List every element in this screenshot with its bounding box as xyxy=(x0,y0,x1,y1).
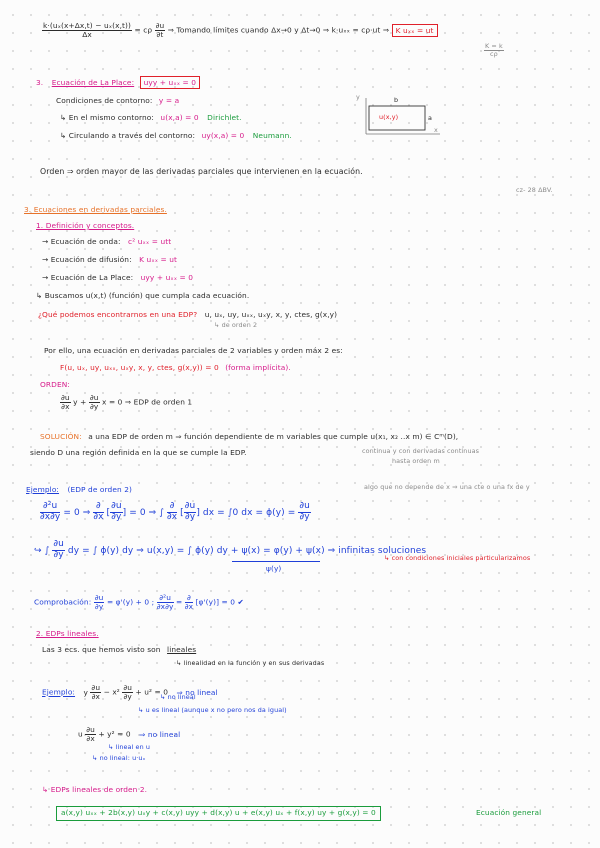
eq-c-rho: = cρ xyxy=(134,25,153,35)
e1-dy-3: ∂y xyxy=(299,511,310,522)
dirichlet-name: Dirichlet. xyxy=(207,113,242,122)
ej1-tail: + u² = 0 xyxy=(135,687,169,697)
comp-d2u: ∂²u xyxy=(157,594,174,603)
check-icon: ✔ xyxy=(237,597,244,607)
solucion-text-2: siendo D una región definida en la que se cumple la EDP. xyxy=(30,448,247,457)
diagram-y-axis-label: y xyxy=(356,93,360,101)
e1-row2-note: ↳ con condiciones iniciales particularizamos xyxy=(384,554,531,562)
e1-chain-2: = 0 ⇒ xyxy=(129,507,157,518)
e1-row2-c: ϕ(y) dy + ψ(x) = φ(y) + ψ(x) ⇒ infinitas soluciones xyxy=(195,545,427,556)
ej1-note-1: ↳ no lineal xyxy=(160,693,196,701)
neumann-text: ↳ Circulando a través del contorno: xyxy=(60,131,196,140)
laplace-label: → Ecuación de La Place: xyxy=(42,273,134,282)
neumann-equation: uy(x,a) = 0 xyxy=(201,131,245,140)
dt: ∂t xyxy=(156,30,164,40)
comprobacion-line xyxy=(34,594,244,611)
comp-d: ∂ xyxy=(185,594,193,603)
implicit-form-line xyxy=(60,364,291,373)
k-def-numerator: K = k xyxy=(485,42,503,50)
ejemplo-1-heading xyxy=(26,486,132,495)
heat-equation-result: K uₓₓ = ut xyxy=(392,24,438,37)
las-3-text: Las 3 ecs. que hemos visto son xyxy=(42,645,161,654)
difference-quotient xyxy=(42,22,132,39)
wave-equation: c² uₓₓ = utt xyxy=(128,237,172,246)
edp-variables: u, uₓ, uy, uₓₓ, uₓy, x, y, ctes, g(x,y) xyxy=(204,310,338,319)
psi-underline xyxy=(232,561,320,562)
bc-value: y = a xyxy=(158,96,180,105)
laplace-equation-box: uyy + uₓₓ = 0 xyxy=(140,76,200,89)
top-formula xyxy=(42,22,438,39)
quotient-denominator: Δx xyxy=(82,30,92,40)
ejemplo-2-label: Ejemplo: xyxy=(42,687,76,697)
diffusion-label: → Ecuación de difusión: xyxy=(42,255,132,264)
section-3-title: 3. Ecuaciones en derivadas parciales. xyxy=(24,205,167,214)
orden-2-note: ↳ de orden 2 xyxy=(214,321,258,329)
subsection-1-title: 1. Definición y conceptos. xyxy=(36,221,135,230)
e1-d-2: ∂ xyxy=(167,502,177,513)
ejemplo-1-chain: $\frac{\text{∂²u}}{\partial x\partial y}$ = 0 ⇒ $\frac{\partial}{\partial x}$ [ $\frac{\partial u}{\partial y}$ ] = 0 ⇒ ∫ $\frac{\partial}{\partial x}$ [ $\frac{\partial u}{\partial y}$ ] dx = ∫0 dx = ϕ(y) = $\frac{\partial u}{\partial y}$ xyxy=(40,501,310,522)
implicit-note: (forma implícita). xyxy=(225,363,291,372)
orden-dx: ∂x xyxy=(61,402,70,412)
ej2-dx: ∂x xyxy=(86,734,95,744)
dirichlet-text: ↳ En el mismo contorno: xyxy=(60,113,154,122)
ejemplo-1-label: Ejemplo: xyxy=(26,485,60,494)
general-equation-label: Ecuación general xyxy=(476,808,542,817)
quotient-numerator: k·(uₓ(x+Δx,t) − uₓ(x,t)) xyxy=(43,21,132,30)
e1-row2-b: ϕ(y) dy ⇒ u(x,y) = xyxy=(100,545,185,556)
e1-du: ∂u xyxy=(111,501,122,511)
k-definition xyxy=(484,43,504,58)
e1-row2-a: dy = xyxy=(67,545,90,556)
orden-eq-mid: y + xyxy=(73,397,87,407)
neumann-name: Neumann. xyxy=(252,131,292,140)
general-equation-box: a(x,y) uₓₓ + 2b(x,y) uₓy + c(x,y) uyy + d(x,y) u + e(x,y) uₓ + f(x,y) uy + g(x,y) = 0 xyxy=(56,806,381,821)
diffusion-equation-line xyxy=(42,256,177,265)
solucion-text: a una EDP de orden m ⇒ función dependiente de m variables que cumple u(x₁, x₂ ..x m) ∈ Cᵐ(D), xyxy=(88,432,459,441)
laplace-number: 3. xyxy=(36,78,44,87)
continua-note-2: hasta orden m xyxy=(392,457,440,465)
e1-int-dy: ∂y xyxy=(53,549,64,560)
orden-example xyxy=(60,394,192,411)
e1-d2u: ∂²u xyxy=(40,502,60,513)
ej2-result: ⇒ no lineal xyxy=(139,729,181,739)
e1-chain-1: = 0 ⇒ xyxy=(63,507,91,518)
psi-label: ψ(y) xyxy=(266,564,282,573)
laplace-title: Ecuación de La Place: xyxy=(51,78,135,87)
wave-label: → Ecuación de onda: xyxy=(42,237,121,246)
solucion-label: SOLUCIÓN: xyxy=(40,432,82,441)
diagram-a-label: a xyxy=(428,114,433,122)
comprobacion-label: Comprobación: xyxy=(34,597,92,607)
linealidad-note: ↳ linealidad en la función y en sus derivadas xyxy=(176,659,325,667)
e1-chain-3: dx = xyxy=(202,507,225,518)
comp-b: = xyxy=(175,597,183,607)
ej2-line xyxy=(78,726,180,743)
e1-dx-2: ∂x xyxy=(167,511,178,522)
orden-definition: Orden ⇒ orden mayor de las derivadas parciales que intervienen en la ecuación. xyxy=(40,167,363,176)
ej1-dy: ∂y xyxy=(123,692,132,702)
wave-equation-line xyxy=(42,238,171,247)
e1-chain-4: 0 dx = ϕ(y) = xyxy=(232,507,296,518)
e1-d: ∂ xyxy=(93,502,103,513)
du: ∂u xyxy=(155,21,165,30)
ejemplo-1-sub: (EDP de orden 2) xyxy=(67,485,133,494)
ej2-note-1: ↳ lineal en u xyxy=(108,743,151,751)
comp-dx: ∂x xyxy=(184,602,194,612)
laplace-heading xyxy=(36,79,200,88)
limits-text: ⇒ Tomando límites cuando Δx→0 y Δt→0 ⇒ k·uₓₓ = cρ·ut ⇒ xyxy=(167,25,390,35)
ej2-note-2: ↳ no lineal: u·uₓ xyxy=(92,754,146,762)
orden-label: ORDEN: xyxy=(40,380,70,389)
e1-dy: ∂y xyxy=(111,511,122,522)
e1-dy-2: ∂y xyxy=(184,511,196,522)
ejemplo-1-integration: ↪ ∫ $\frac{\partial u}{\partial y}$ dy = ∫ ϕ(y) dy ⇒ u(x,y) = ∫ ϕ(y) dy + ψ(x) = φ(y) + ψ(x) ⇒ infinitas soluciones xyxy=(34,539,427,560)
laplace-equation-line xyxy=(42,274,193,283)
diagram-u-label: u(x,y) xyxy=(379,113,399,121)
ej2-du: ∂u xyxy=(86,725,95,734)
orden-dy: ∂y xyxy=(90,402,99,412)
lineales-word: lineales xyxy=(167,645,197,654)
ej1-note-2: ↳ u es lineal (aunque x no pero nos da igual) xyxy=(138,706,287,714)
edp-question-line xyxy=(38,311,337,320)
ej2-pre: u xyxy=(78,729,83,739)
ej1-dx: ∂x xyxy=(91,692,100,702)
e1-du-3: ∂u xyxy=(299,501,310,511)
comp-du: ∂u xyxy=(94,593,104,602)
e1-dx: ∂x xyxy=(93,511,104,522)
e1-int-du: ∂u xyxy=(53,539,64,549)
e1-dxdy: ∂x∂y xyxy=(40,511,61,522)
orden-du: ∂u xyxy=(61,393,70,402)
comp-dxdy: ∂x∂y xyxy=(156,602,174,612)
comp-a: = φ'(y) + 0 ; xyxy=(106,597,155,607)
boundary-conditions xyxy=(56,97,179,106)
ej1-du: ∂u xyxy=(91,683,101,692)
diagram-b-label: b xyxy=(394,96,399,104)
comp-dy: ∂y xyxy=(94,602,104,612)
dirichlet-line xyxy=(60,114,242,123)
ejemplo-1-top-note: algo que no depende de x ⇒ una cte o una fx de y xyxy=(364,483,530,491)
edps-orden-2-title: ↳ EDPs lineales de orden 2. xyxy=(42,785,148,794)
ej1-result: ⇒ no lineal xyxy=(176,687,218,697)
ej1-du-2: ∂u xyxy=(123,683,133,692)
k-def-denominator: cρ xyxy=(490,50,498,59)
comp-c: [φ'(y)] = 0 xyxy=(195,597,236,607)
diffusion-equation: K uₓₓ = ut xyxy=(139,255,178,264)
buscamos-text: ↳ Buscamos u(x,t) (función) que cumpla cada ecuación. xyxy=(36,291,250,300)
e1-du-2: ∂u xyxy=(184,501,196,511)
neumann-line xyxy=(60,132,292,141)
laplace-equation: uyy + uₓₓ = 0 xyxy=(140,273,194,282)
solucion-line xyxy=(40,433,458,442)
edp-question: ¿Qué podemos encontrarnos en una EDP? xyxy=(38,310,198,319)
ej1-mid: − x² xyxy=(103,687,120,697)
du-dt-fraction xyxy=(155,22,166,39)
diagram-x-axis-label: x xyxy=(434,126,438,134)
por-ello-text: Por ello, una ecuación en derivadas parciales de 2 variables y orden máx 2 es: xyxy=(44,346,343,355)
laplace-domain-diagram xyxy=(352,94,442,140)
ej2-tail: + y² = 0 xyxy=(98,729,131,739)
edps-lineales-title: 2. EDPs lineales. xyxy=(36,629,99,638)
orden-eq-tail: x = 0 ⇒ EDP de orden 1 xyxy=(102,397,193,407)
bc-label: Condiciones de contorno: xyxy=(56,96,153,105)
implicit-equation: F(u, uₓ, uy, uₓₓ, uₓy, x, y, ctes, g(x,y)) = 0 xyxy=(60,363,219,372)
date-note: cz- 28 ΔBV. xyxy=(516,186,553,194)
dirichlet-equation: u(x,a) = 0 xyxy=(160,113,199,122)
ej1-pre: y xyxy=(83,687,88,697)
las-3-line xyxy=(42,646,196,655)
orden-du-2: ∂u xyxy=(89,393,99,402)
continua-note-1: continua y con derivadas continuas xyxy=(362,447,480,455)
